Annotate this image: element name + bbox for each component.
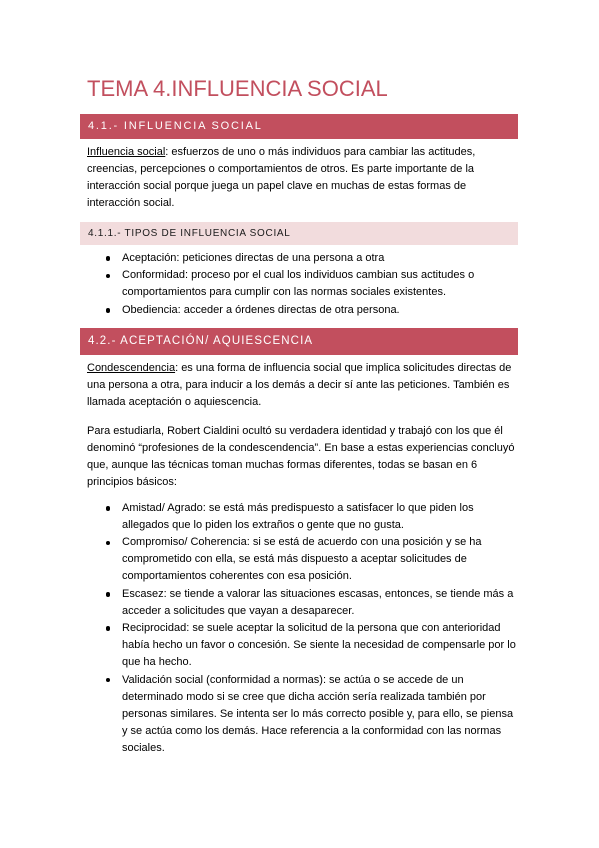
list-item-line: comportamientos para cumplir con las normas sociales existentes. xyxy=(122,286,447,299)
paragraph-line: que, aunque las técnicas toman muchas formas diferentes, todas se basan en 6 xyxy=(87,459,478,471)
list-item-compromiso xyxy=(104,534,516,585)
list-item-obediencia xyxy=(104,302,474,319)
definition-paragraph-influencia-social xyxy=(87,144,475,212)
list-item-line: y se actúa como los demás. Hace referencia a la conformidad con las normas xyxy=(122,724,502,737)
paragraph-line: una persona a otra, para inducir a los demás a decir sí ante las peticiones. También es xyxy=(87,379,510,391)
list-item-conformidad xyxy=(104,267,474,301)
list-item-line: Amistad/ Agrado: se está más predispuesto a satisfacer lo que piden los xyxy=(122,502,474,514)
subsection-heading-4-1-1: 4.1.1.- TIPOS DE INFLUENCIA SOCIAL xyxy=(80,222,518,245)
bullet-icon xyxy=(106,308,111,313)
list-item-line: comportamientos coherentes con esa posición. xyxy=(122,570,352,583)
definition-text: : es una forma de influencia social que implica solicitudes directas de xyxy=(175,362,512,374)
paragraph-line: Para estudiarla, Robert Cialdini ocultó su verdadera identidad y trabajó con los que él xyxy=(87,425,503,437)
list-item-line: Escasez: se tiende a valorar las situaciones escasas, entonces, se tiende más a xyxy=(122,587,514,600)
list-item-line: Validación social (conformidad a normas): se actúa o se accede de un xyxy=(122,673,464,686)
list-item-line: comprometido con ella, se está más dispuesto a aceptar solicitudes de xyxy=(122,553,467,566)
list-item-line: determinado modo si se cree que dicha acción sería realizada también por xyxy=(122,690,486,703)
bullet-icon xyxy=(106,256,111,261)
bullet-icon xyxy=(106,626,111,631)
section-heading-4-2: 4.2.- ACEPTACIÓN/ AQUIESCENCIA xyxy=(80,328,518,355)
list-item-line: personas similares. Se intenta ser lo más correcto posible y, para ello, se piensa xyxy=(122,707,514,720)
paragraph-line: llamada aceptación o aquiescencia. xyxy=(87,396,262,408)
bullet-icon xyxy=(106,274,111,279)
definition-paragraph-condescendencia xyxy=(87,360,511,411)
list-item-line: Compromiso/ Coherencia: si se está de acuerdo con una posición y se ha xyxy=(122,536,482,549)
influence-types-list xyxy=(104,250,474,319)
list-item-line: que ha hecho. xyxy=(122,656,192,669)
section-heading-4-1: 4.1.- INFLUENCIA SOCIAL xyxy=(80,114,518,139)
list-item-line: allegados que lo piden los extraños o gente que no gusta. xyxy=(122,519,404,531)
paragraph-line xyxy=(87,360,511,377)
bullet-icon xyxy=(106,592,111,597)
paragraph-line: interacción social porque juega un papel clave en muchas de estas formas de xyxy=(87,180,467,192)
bullet-icon xyxy=(106,541,111,546)
list-item-line: acceder a solicitudes que vayan a desaparecer. xyxy=(122,604,355,617)
list-item-reciprocidad xyxy=(104,620,516,671)
definition-text: : esfuerzos de uno o más individuos para cambiar las actitudes, xyxy=(165,146,476,158)
paragraph-line: interacción social. xyxy=(87,197,175,209)
list-item-line: había hecho un favor o concesión. Se siente la necesidad de compensarle por lo xyxy=(122,639,516,652)
bullet-icon xyxy=(106,506,111,511)
list-item-validacion-social xyxy=(104,672,516,757)
list-item-escasez xyxy=(104,586,516,620)
defined-term: Condescendencia xyxy=(87,362,176,374)
list-item-aceptacion xyxy=(104,250,474,267)
bullet-icon xyxy=(106,678,111,683)
list-item-line: Aceptación: peticiones directas de una persona a otra xyxy=(122,252,385,264)
paragraph-line: creencias, percepciones o comportamientos de otros. Es parte importante de la xyxy=(87,163,475,175)
page-title: TEMA 4.INFLUENCIA SOCIAL xyxy=(87,76,388,101)
list-item-amistad xyxy=(104,500,516,534)
list-item-line: Obediencia: acceder a órdenes directas de otra persona. xyxy=(122,303,400,316)
list-item-line: Conformidad: proceso por el cual los individuos cambian sus actitudes o xyxy=(122,269,475,282)
list-item-line: Reciprocidad: se suele aceptar la solicitud de la persona que con anterioridad xyxy=(122,622,501,635)
paragraph-line: denominó “profesiones de la condescendencia”. En base a estas experiencias concluyó xyxy=(87,442,515,454)
list-item-line: sociales. xyxy=(122,741,165,754)
cialdini-paragraph xyxy=(87,423,514,491)
paragraph-line: principios básicos: xyxy=(87,476,177,488)
paragraph-line xyxy=(87,144,475,161)
principles-list xyxy=(104,500,516,757)
defined-term: Influencia social xyxy=(87,146,166,158)
